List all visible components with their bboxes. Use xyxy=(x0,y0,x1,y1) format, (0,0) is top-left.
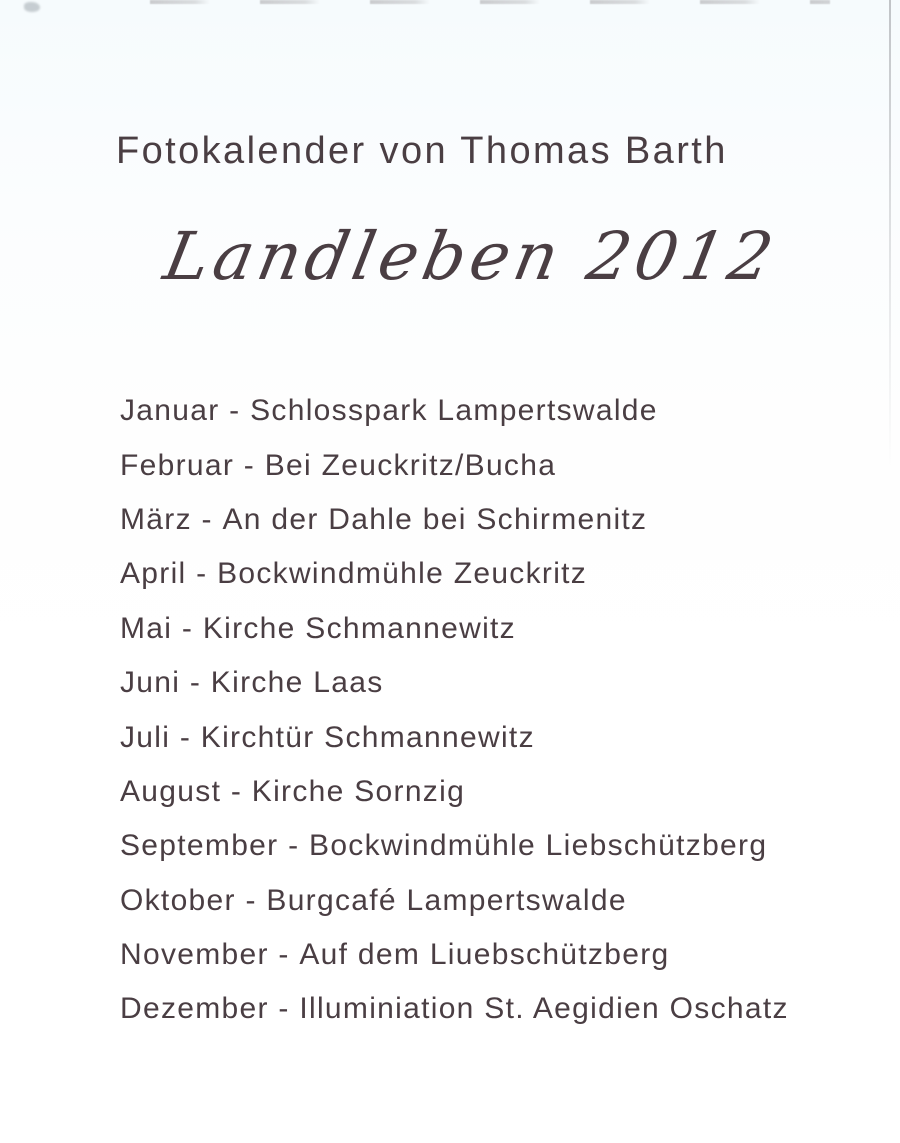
list-item-dezember xyxy=(120,982,840,1036)
month-location: Bockwindmühle Liebschützberg xyxy=(309,829,768,863)
list-item-november xyxy=(120,928,840,982)
month-name: Dezember xyxy=(120,992,269,1026)
month-separator: - xyxy=(268,992,300,1026)
month-separator: - xyxy=(180,666,211,700)
month-separator: - xyxy=(234,448,265,482)
month-name: Juni xyxy=(120,666,181,700)
month-list xyxy=(120,384,840,1037)
month-separator: - xyxy=(221,774,252,808)
month-separator: - xyxy=(186,557,218,591)
month-name: Oktober xyxy=(120,883,236,917)
list-item-juni xyxy=(120,656,840,710)
scan-artifact-corner xyxy=(24,2,40,12)
page-title: Landleben 2012 xyxy=(158,218,784,295)
list-item-januar xyxy=(120,384,840,438)
month-location: Kirche Sornzig xyxy=(251,774,466,808)
month-name: März xyxy=(120,502,192,536)
month-name: Juli xyxy=(120,720,171,754)
list-item-oktober xyxy=(120,874,840,928)
month-name: Februar xyxy=(120,448,235,482)
list-item-mai xyxy=(120,602,840,656)
month-location: Bockwindmühle Zeuckritz xyxy=(217,557,588,591)
document-header: Fotokalender von Thomas Barth xyxy=(116,130,728,172)
list-item-juli xyxy=(120,710,840,764)
month-separator: - xyxy=(170,720,201,754)
month-separator: - xyxy=(235,883,267,917)
month-separator: - xyxy=(268,938,300,972)
list-item-september xyxy=(120,819,840,873)
list-item-august xyxy=(120,765,840,819)
month-location: Kirchtür Schmannewitz xyxy=(200,720,535,754)
month-separator: - xyxy=(172,611,203,645)
month-location: Burgcafé Lampertswalde xyxy=(266,883,627,917)
scan-artifact-top-edge xyxy=(150,0,830,4)
month-location: Auf dem Liuebschützberg xyxy=(299,938,670,972)
list-item-maerz xyxy=(120,493,840,547)
month-location: An der Dahle bei Schirmenitz xyxy=(222,502,648,536)
month-name: Januar xyxy=(120,394,220,428)
month-name: April xyxy=(120,557,187,591)
month-name: August xyxy=(120,774,222,808)
list-item-april xyxy=(120,547,840,601)
scan-artifact-right-edge xyxy=(889,0,891,470)
list-item-februar xyxy=(120,438,840,492)
month-location: Kirche Laas xyxy=(210,666,384,700)
month-location: Illuminiation St. Aegidien Oschatz xyxy=(299,992,789,1026)
month-location: Schlosspark Lampertswalde xyxy=(250,394,658,428)
month-name: Mai xyxy=(120,611,173,645)
month-separator: - xyxy=(219,394,251,428)
month-name: September xyxy=(120,829,279,863)
month-name: November xyxy=(120,938,269,972)
month-separator: - xyxy=(278,829,310,863)
month-location: Bei Zeuckritz/Bucha xyxy=(264,448,557,482)
month-separator: - xyxy=(191,502,223,536)
month-location: Kirche Schmannewitz xyxy=(202,611,516,645)
